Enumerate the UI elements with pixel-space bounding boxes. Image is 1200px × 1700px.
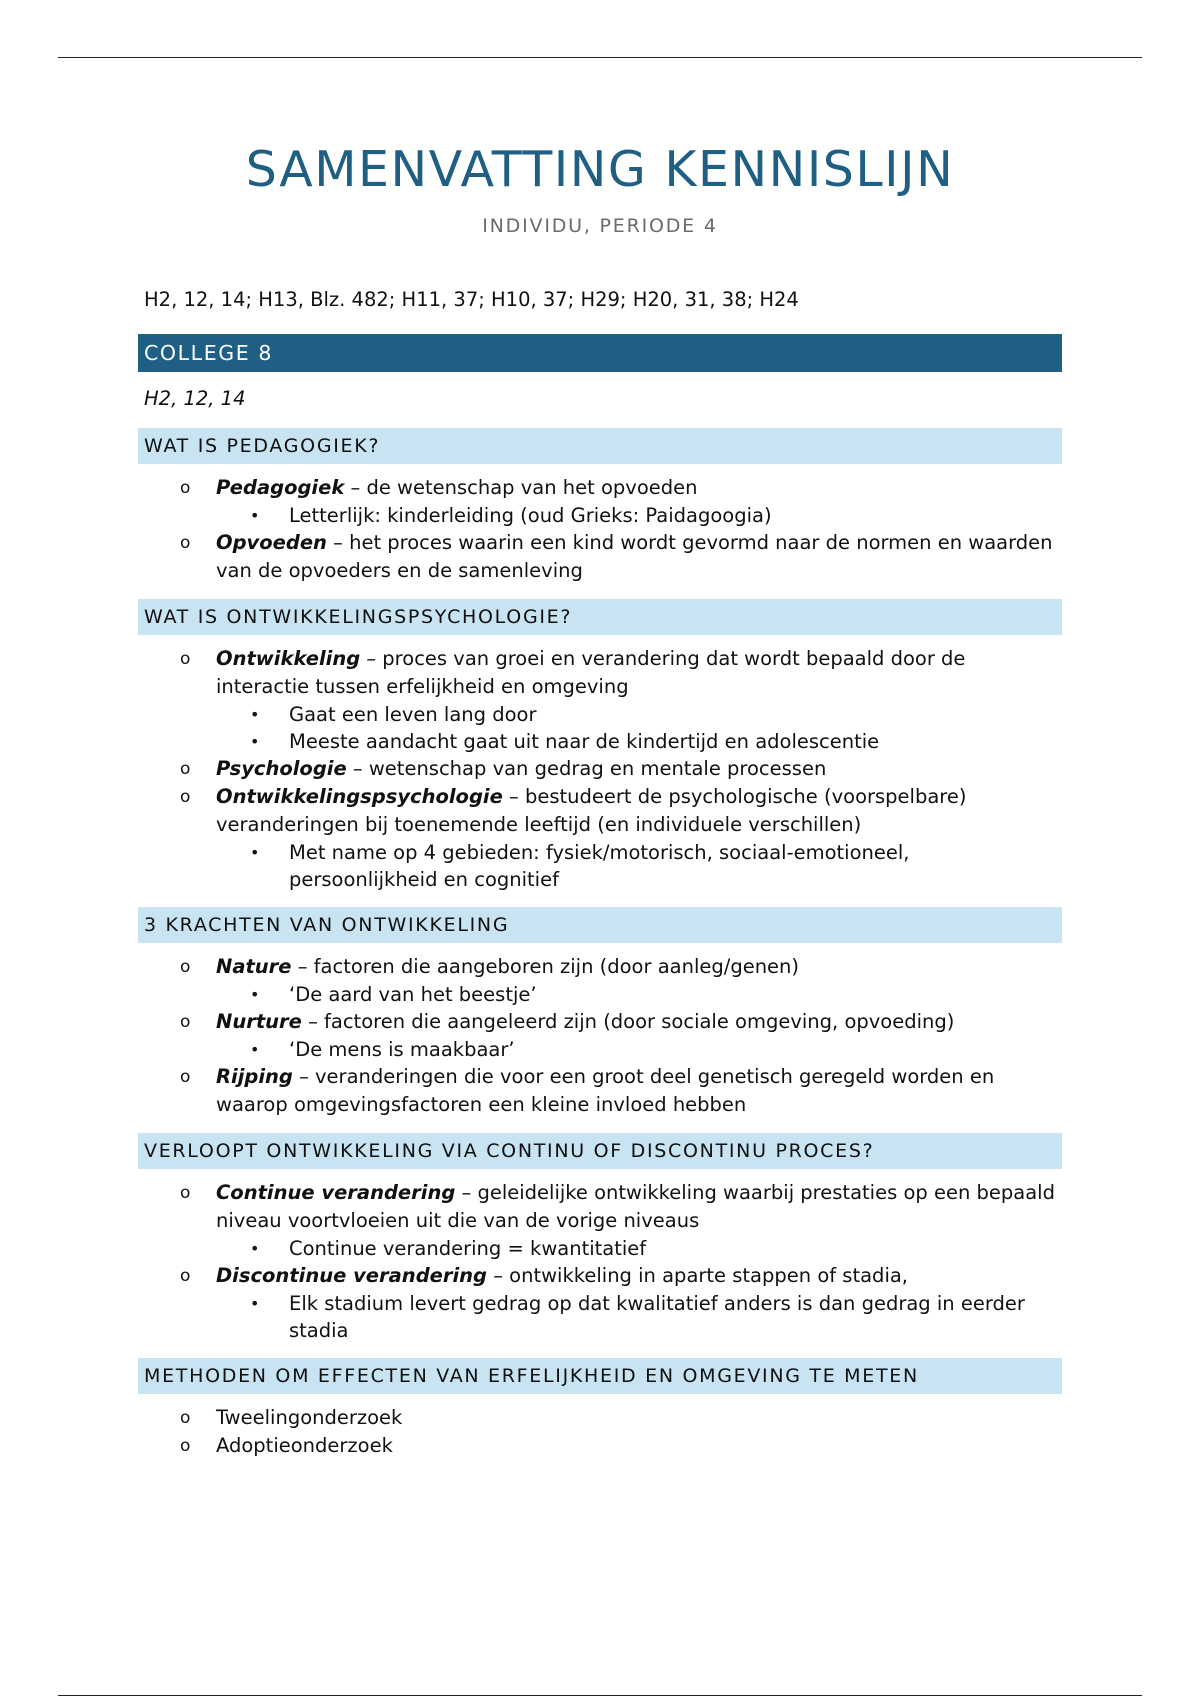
sub-list-item — [138, 1290, 1062, 1344]
sub-list — [216, 502, 1062, 529]
college-heading: COLLEGE 8 — [138, 334, 1062, 372]
sub-list-item — [138, 981, 1062, 1008]
term: Nurture — [216, 1010, 302, 1033]
sub-list-item — [138, 1036, 1062, 1063]
definition: – geleidelijke ontwikkeling waarbij prestaties op een bepaald niveau voortvloeien uit die van de vorige niveaus — [216, 1181, 1055, 1232]
section-krachten — [138, 907, 1062, 1133]
sub-item-text: ‘De aard van het beestje’ — [289, 983, 537, 1006]
item-text: Adoptieonderzoek — [216, 1434, 393, 1457]
sub-list — [216, 1036, 1062, 1063]
circle-bullet-icon: o — [180, 787, 191, 807]
definition: – bestudeert de psychologische (voorspelbare) veranderingen bij toenemende leeftijd (en individuele verschillen) — [216, 785, 967, 836]
list-item — [138, 1179, 1062, 1262]
section-heading: VERLOOPT ONTWIKKELING VIA CONTINU OF DISCONTINU PROCES? — [138, 1133, 1062, 1169]
term: Opvoeden — [216, 531, 327, 554]
dot-bullet-icon: • — [250, 506, 260, 525]
item-text: Tweelingonderzoek — [216, 1406, 403, 1429]
list-item — [138, 645, 1062, 755]
section-heading: METHODEN OM EFFECTEN VAN ERFELIJKHEID EN OMGEVING TE METEN — [138, 1358, 1062, 1394]
term: Ontwikkelingspsychologie — [216, 785, 503, 808]
list-item — [138, 755, 1062, 783]
circle-bullet-icon: o — [180, 1408, 191, 1428]
sub-item-text: Continue verandering = kwantitatief — [289, 1237, 647, 1260]
list-item — [138, 474, 1062, 529]
list-item — [138, 953, 1062, 1008]
sub-item-text: ‘De mens is maakbaar’ — [289, 1038, 515, 1061]
dot-bullet-icon: • — [250, 1239, 260, 1258]
sub-item-text: Elk stadium levert gedrag op dat kwalitatief anders is dan gedrag in eerder stadia — [289, 1292, 1025, 1342]
section-heading: WAT IS ONTWIKKELINGSPSYCHOLOGIE? — [138, 599, 1062, 635]
definition: – veranderingen die voor een groot deel genetisch geregeld worden en waarop omgevingsfactoren een kleine invloed hebben — [216, 1065, 995, 1116]
bullet-list — [138, 1179, 1062, 1344]
section-heading: WAT IS PEDAGOGIEK? — [138, 428, 1062, 464]
term: Nature — [216, 955, 292, 978]
term: Ontwikkeling — [216, 647, 361, 670]
circle-bullet-icon: o — [180, 1436, 191, 1456]
list-item — [138, 529, 1062, 585]
definition: – de wetenschap van het opvoeden — [344, 476, 698, 499]
section-heading: 3 KRACHTEN VAN ONTWIKKELING — [138, 907, 1062, 943]
sub-list-item — [138, 1235, 1062, 1262]
sub-list — [216, 1235, 1062, 1262]
document-subtitle: INDIVIDU, PERIODE 4 — [482, 215, 718, 237]
bullet-list — [138, 953, 1062, 1119]
bullet-list — [138, 645, 1062, 893]
sub-item-text: Meeste aandacht gaat uit naar de kindertijd en adolescentie — [289, 730, 880, 753]
sub-list — [216, 981, 1062, 1008]
college-chapter-ref: H2, 12, 14 — [144, 387, 246, 410]
list-item — [138, 1063, 1062, 1119]
list-item — [138, 783, 1062, 893]
document-body — [138, 286, 1062, 1460]
sub-list — [216, 701, 1062, 755]
term: Continue verandering — [216, 1181, 456, 1204]
document-title: SAMENVATTING KENNISLIJN — [245, 141, 955, 198]
dot-bullet-icon: • — [250, 732, 260, 751]
bullet-list — [138, 1404, 1062, 1460]
dot-bullet-icon: • — [250, 705, 260, 724]
list-item — [138, 1404, 1062, 1432]
term: Rijping — [216, 1065, 293, 1088]
circle-bullet-icon: o — [180, 759, 191, 779]
list-item — [138, 1432, 1062, 1460]
bullet-list — [138, 474, 1062, 585]
circle-bullet-icon: o — [180, 478, 191, 498]
term: Psychologie — [216, 757, 347, 780]
dot-bullet-icon: • — [250, 1294, 260, 1313]
dot-bullet-icon: • — [250, 843, 260, 862]
section-continu-discontinu — [138, 1133, 1062, 1358]
definition: – het proces waarin een kind wordt gevormd naar de normen en waarden van de opvoeders en de samenleving — [216, 531, 1053, 582]
term: Discontinue verandering — [216, 1264, 488, 1287]
list-item — [138, 1262, 1062, 1344]
sub-list-item — [138, 502, 1062, 529]
section-ontwikkelingspsychologie — [138, 599, 1062, 907]
dot-bullet-icon: • — [250, 985, 260, 1004]
dot-bullet-icon: • — [250, 1040, 260, 1059]
circle-bullet-icon: o — [180, 957, 191, 977]
circle-bullet-icon: o — [180, 1067, 191, 1087]
circle-bullet-icon: o — [180, 649, 191, 669]
definition: – factoren die aangeleerd zijn (door sociale omgeving, opvoeding) — [301, 1010, 955, 1033]
circle-bullet-icon: o — [180, 1183, 191, 1203]
definition: – ontwikkeling in aparte stappen of stadia, — [487, 1264, 909, 1287]
section-methoden — [138, 1358, 1062, 1460]
sub-list — [216, 1290, 1062, 1344]
definition: – proces van groei en verandering dat wordt bepaald door de interactie tussen erfelijkheid en omgeving — [216, 647, 966, 698]
sub-list-item — [138, 839, 1062, 893]
circle-bullet-icon: o — [180, 533, 191, 553]
sub-item-text: Letterlijk: kinderleiding (oud Grieks: Paidagoogia) — [289, 504, 772, 527]
bottom-rule — [58, 1695, 1142, 1696]
chapter-references: H2, 12, 14; H13, Blz. 482; H11, 37; H10, 37; H29; H20, 31, 38; H24 — [144, 288, 799, 311]
top-rule — [58, 57, 1142, 58]
list-item — [138, 1008, 1062, 1063]
sub-list-item — [138, 701, 1062, 728]
sub-list — [216, 839, 1062, 893]
sub-item-text: Gaat een leven lang door — [289, 703, 537, 726]
circle-bullet-icon: o — [180, 1012, 191, 1032]
sub-item-text: Met name op 4 gebieden: fysiek/motorisch, sociaal-emotioneel, persoonlijkheid en cognitief — [289, 841, 910, 891]
circle-bullet-icon: o — [180, 1266, 191, 1286]
term: Pedagogiek — [216, 476, 345, 499]
sub-list-item — [138, 728, 1062, 755]
definition: – factoren die aangeboren zijn (door aanleg/genen) — [291, 955, 800, 978]
section-pedagogiek — [138, 428, 1062, 599]
definition: – wetenschap van gedrag en mentale processen — [346, 757, 827, 780]
